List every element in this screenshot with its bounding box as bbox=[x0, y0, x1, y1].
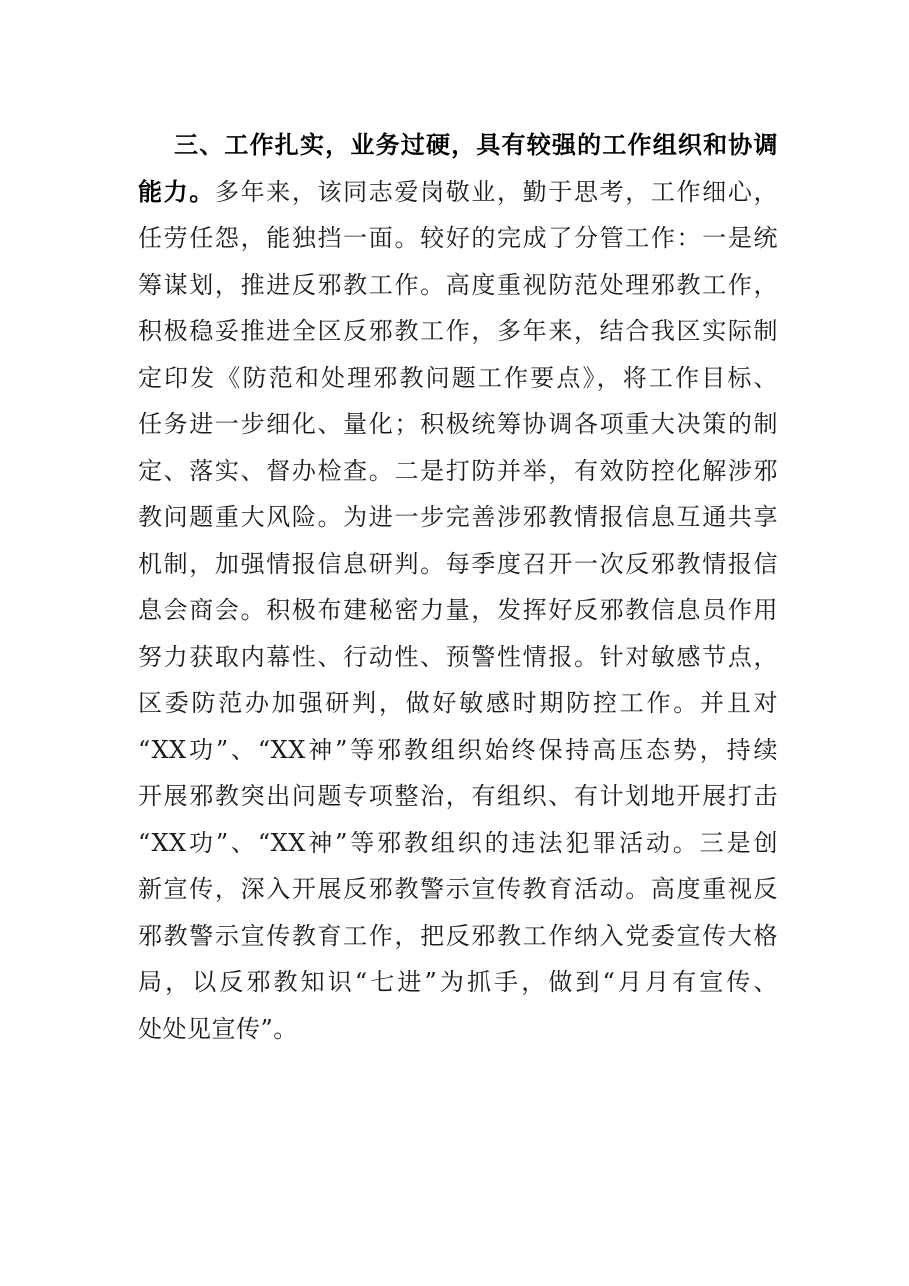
paragraph-line: 定印发《防范和处理邪教问题工作要点》，将工作目标、 bbox=[138, 363, 778, 392]
paragraph-line: 邪教警示宣传教育工作，把反邪教工作纳入党委宣传大格 bbox=[138, 921, 778, 950]
paragraph-line: “XX功”、“XX神”等邪教组织的违法犯罪活动。三是创 bbox=[138, 828, 778, 857]
paragraph-heading-tail: 能力。 bbox=[138, 176, 215, 206]
paragraph-line: 教问题重大风险。为进一步完善涉邪教情报信息互通共享 bbox=[138, 503, 778, 531]
paragraph-line: 积极稳妥推进全区反邪教工作，多年来，结合我区实际制 bbox=[138, 317, 778, 345]
paragraph-line: 处处见宣传”。 bbox=[138, 1014, 298, 1043]
paragraph bbox=[138, 122, 778, 1052]
paragraph-heading-line: 三、工作扎实，业务过硬，具有较强的工作组织和协调 bbox=[174, 130, 778, 159]
paragraph-line: 新宣传，深入开展反邪教警示宣传教育活动。高度重视反 bbox=[138, 875, 778, 903]
paragraph-line: “XX功”、“XX神”等邪教组织始终保持高压态势，持续 bbox=[138, 735, 778, 764]
paragraph-line: 机制，加强情报信息研判。每季度召开一次反邪教情报信 bbox=[138, 549, 778, 578]
paragraph-line: 区委防范办加强研判，做好敏感时期防控工作。并且对 bbox=[138, 689, 778, 717]
paragraph-line: 息会商会。积极布建秘密力量，发挥好反邪教信息员作用 bbox=[138, 596, 778, 624]
paragraph-line bbox=[138, 169, 778, 216]
paragraph-line: 任务进一步细化、量化；积极统筹协调各项重大决策的制 bbox=[138, 410, 778, 438]
paragraph-line: 开展邪教突出问题专项整治，有组织、有计划地开展打击 bbox=[138, 782, 778, 810]
paragraph-line: 任劳任怨，能独挡一面。较好的完成了分管工作：一是统 bbox=[138, 224, 778, 252]
paragraph-line: 定、落实、督办检查。二是打防并举，有效防控化解涉邪 bbox=[138, 456, 778, 485]
paragraph-line: 努力获取内幕性、行动性、预警性情报。针对敏感节点， bbox=[138, 642, 778, 671]
paragraph-line: 筹谋划，推进反邪教工作。高度重视防范处理邪教工作， bbox=[138, 270, 778, 299]
paragraph-line: 局，以反邪教知识“七进”为抓手，做到“月月有宣传、 bbox=[138, 968, 778, 996]
paragraph-line-text: 多年来，该同志爱岗敬业，勤于思考，工作细心， bbox=[214, 177, 778, 206]
